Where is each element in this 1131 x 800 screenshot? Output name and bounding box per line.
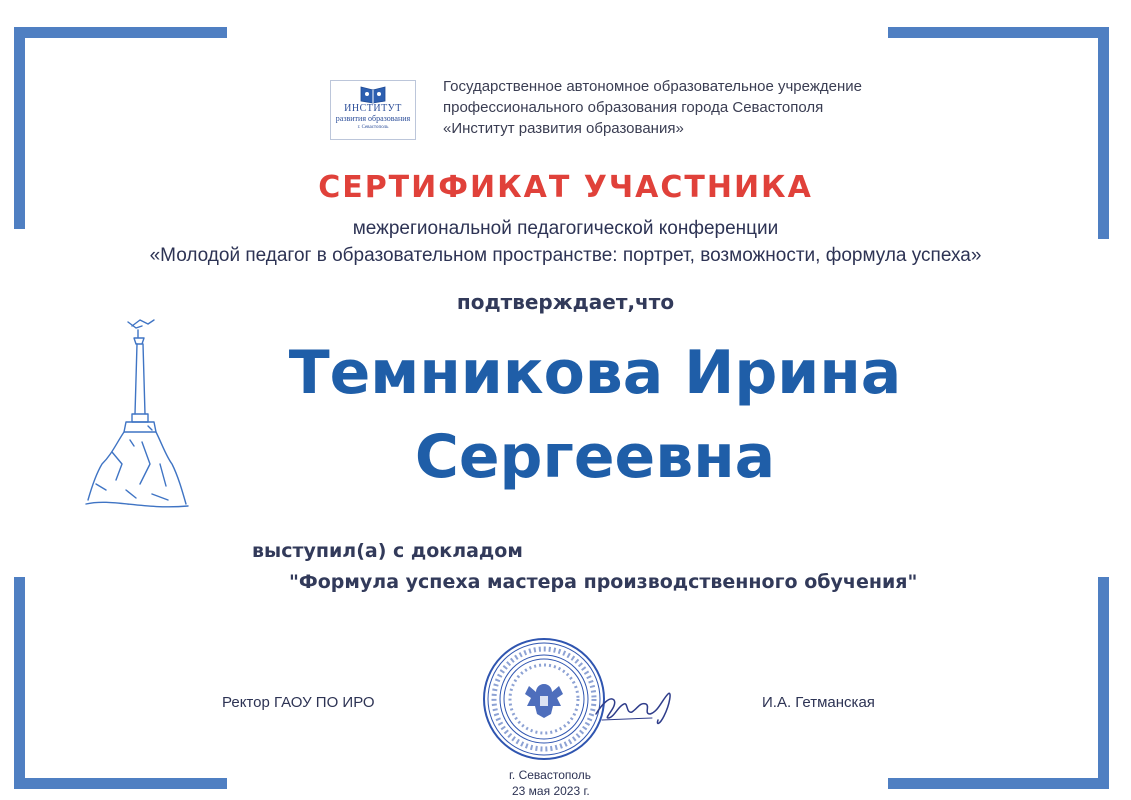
confirms-text: подтверждает,что: [456, 290, 675, 314]
institute-logo-icon: [330, 80, 416, 140]
conference-type: межрегиональной педагогической конференции: [352, 218, 779, 239]
rector-label: Ректор ГАОУ ПО ИРО: [222, 694, 375, 711]
logo-city: г. Севастополь: [357, 125, 389, 130]
organization-line-1: Государственное автономное образовательное учреждение: [443, 78, 862, 95]
signer-name: И.А. Гетманская: [762, 694, 875, 711]
organization-name: [443, 76, 963, 139]
certificate-title: СЕРТИФИКАТ УЧАСТНИКА: [318, 170, 813, 205]
recipient-name-line-1: Темникова Ирина: [288, 338, 902, 408]
issue-city: г. Севастополь: [509, 768, 592, 782]
frame-corner-top-right-vertical: [1098, 27, 1109, 239]
organization-line-2: профессионального образования города Севастополя: [443, 99, 824, 116]
official-seal-icon: [481, 636, 607, 762]
frame-corner-bottom-right-horizontal: [888, 778, 1109, 789]
issue-date: 23 мая 2023 г.: [512, 784, 590, 798]
presented-text: выступил(а) с докладом: [252, 540, 523, 562]
frame-corner-top-right-horizontal: [888, 27, 1109, 38]
report-title: "Формула успеха мастера производственного обучения": [289, 571, 918, 593]
frame-corner-top-left-horizontal: [14, 27, 227, 38]
frame-corner-bottom-left-vertical: [14, 577, 25, 789]
recipient-name-line-2: Сергеевна: [414, 422, 776, 492]
organization-line-3: «Институт развития образования»: [443, 120, 684, 137]
frame-corner-bottom-right-vertical: [1098, 577, 1109, 789]
handwritten-signature-icon: [592, 684, 682, 728]
frame-corner-bottom-left-horizontal: [14, 778, 227, 789]
logo-title: ИНСТИТУТ: [344, 103, 402, 114]
conference-name: «Молодой педагог в образовательном пространстве: портрет, возможности, формула успеха»: [149, 245, 982, 266]
logo-subtitle: развития образования: [335, 114, 411, 123]
